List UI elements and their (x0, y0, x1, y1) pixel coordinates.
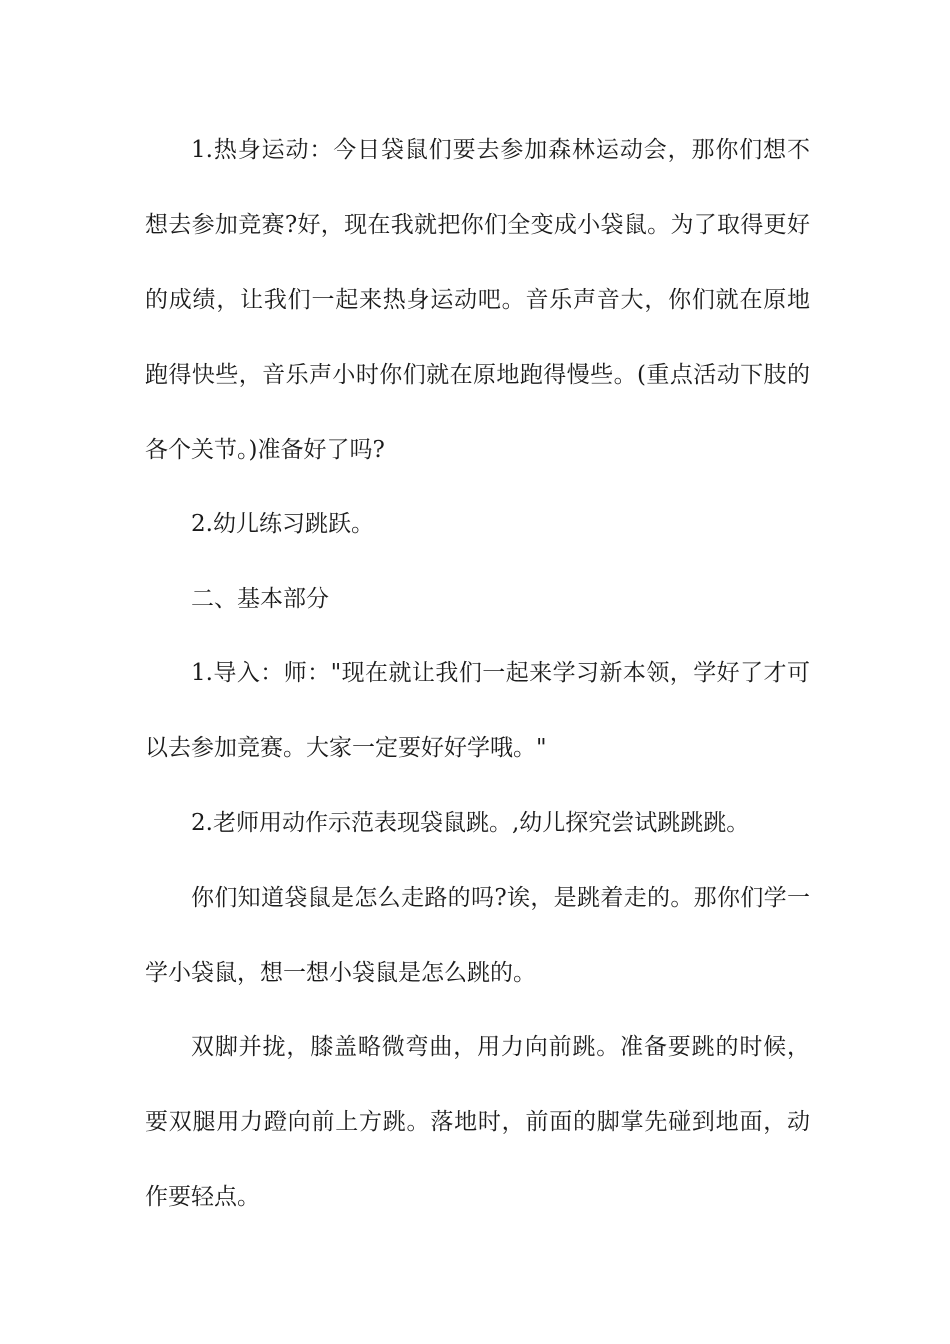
paragraph-jump-practice: 2.幼儿练习跳跃。 (191, 511, 374, 537)
paragraph-kangaroo-walk: 你们知道袋鼠是怎么走路的吗?诶，是跳着走的。那你们学一学小袋鼠，想一想小袋鼠是怎么跳的。 (145, 885, 810, 986)
paragraph-teacher-demo: 2.老师用动作示范表现袋鼠跳。,幼儿探究尝试跳跳跳。 (191, 810, 750, 836)
paragraph-warmup: 1.热身运动：今日袋鼠们要去参加森林运动会，那你们想不想去参加竞赛?好，现在我就把你们全变成小袋鼠。为了取得更好的成绩，让我们一起来热身运动吧。音乐声音大，你们就在原地跑得快些，音乐声小时你们就在原地跑得慢些。(重点活动下肢的各个关节。)准备好了吗? (145, 137, 810, 463)
paragraph-jump-technique: 双脚并拢，膝盖略微弯曲，用力向前跳。准备要跳的时候，要双腿用力蹬向前上方跳。落地时，前面的脚掌先碰到地面，动作要轻点。 (145, 1034, 810, 1210)
paragraph-introduction: 1.导入：师："现在就让我们一起来学习新本领，学好了才可以去参加竞赛。大家一定要好好学哦。" (145, 660, 810, 761)
section-heading-basic-part: 二、基本部分 (191, 586, 329, 612)
